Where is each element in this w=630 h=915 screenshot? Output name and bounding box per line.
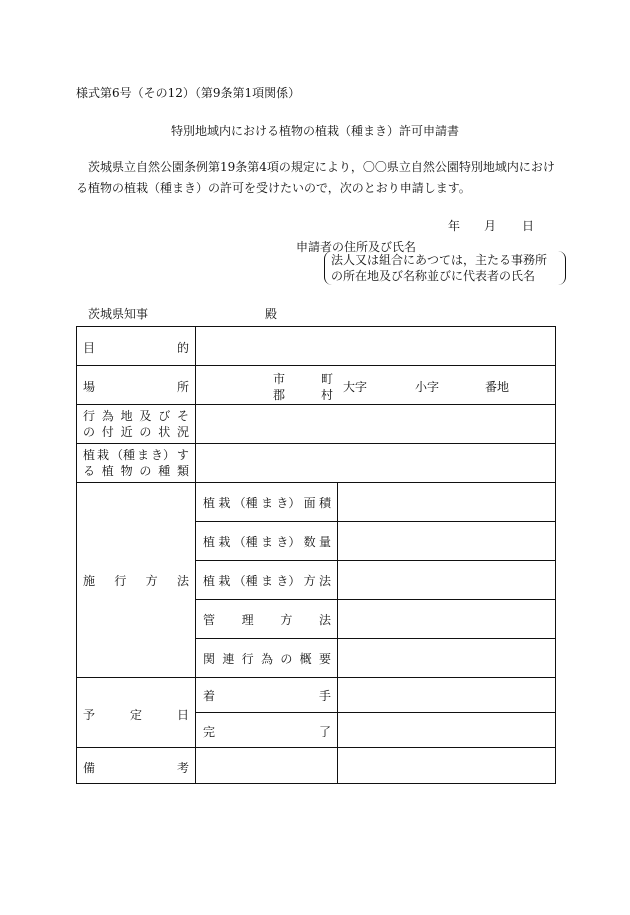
method-quantity-field[interactable] <box>338 522 555 560</box>
schedule-label: 予 定 日 <box>83 708 189 722</box>
site-condition-label: 行 為 地 及 び そ の 付 近 の 状 況 <box>83 409 189 439</box>
applicant-label: 申請者の住所及び氏名 <box>296 240 417 254</box>
method-area-label: 植 栽 （種 ま き） 面 積 <box>203 496 331 510</box>
purpose-label: 目 的 <box>83 341 189 355</box>
application-statement: 茨城県立自然公園条例第19条第4項の規定により，〇〇県立自然公園特別地域内における植物の植栽（種まき）の許可を受けたいので，次のとおり申請します。 <box>76 160 555 195</box>
corporation-note-line2: の所在地及び名称並びに代表者の氏名 <box>331 269 536 283</box>
document-title: 特別地域内における植物の植栽（種まき）許可申請書 <box>170 124 459 138</box>
application-form-table <box>76 326 556 784</box>
date-day: 日 <box>522 219 535 233</box>
place-oaza: 大字 <box>343 380 368 394</box>
addressee: 茨城県知事 <box>88 307 149 321</box>
schedule-start-field[interactable] <box>338 678 555 712</box>
method-related-label: 関 連 行 為 の 概 要 <box>203 652 331 666</box>
place-koaza: 小字 <box>415 380 440 394</box>
plant-type-label: 植 栽 （種 ま き） す る 植 物 の 種 類 <box>83 448 189 478</box>
method-way-label: 植 栽 （種 ま き） 方 法 <box>203 574 331 588</box>
place-label: 場 所 <box>83 380 189 394</box>
place-banchi: 番地 <box>485 380 510 394</box>
method-management-label: 管 理 方 法 <box>203 613 331 627</box>
site-condition-field[interactable] <box>196 405 555 443</box>
method-area-field[interactable] <box>338 483 555 521</box>
schedule-end-label: 完 了 <box>203 725 331 739</box>
date-month: 月 <box>484 219 497 233</box>
remarks-label: 備 考 <box>83 761 189 775</box>
method-quantity-label: 植 栽 （種 ま き） 数 量 <box>203 535 331 549</box>
plant-type-field[interactable] <box>196 444 555 482</box>
corporation-note-line1: 法人又は組合にあつては，主たる事務所 <box>331 253 548 267</box>
schedule-end-field[interactable] <box>338 713 555 747</box>
form-number: 様式第6号（その12）（第9条第1項関係） <box>76 86 301 100</box>
remarks-field-extra[interactable] <box>338 748 555 783</box>
addressee-honorific: 殿 <box>265 307 278 321</box>
schedule-start-label: 着 手 <box>203 689 331 703</box>
method-management-field[interactable] <box>338 600 555 638</box>
method-label: 施 行 方 法 <box>83 574 189 588</box>
remarks-field[interactable] <box>196 748 337 783</box>
method-way-field[interactable] <box>338 561 555 599</box>
corporation-note <box>324 251 566 285</box>
method-related-field[interactable] <box>338 639 555 677</box>
date-year: 年 <box>448 219 461 233</box>
place-town-village: 町 村 <box>321 372 334 402</box>
place-city-county: 市 郡 <box>273 372 286 402</box>
purpose-field[interactable] <box>196 327 555 365</box>
